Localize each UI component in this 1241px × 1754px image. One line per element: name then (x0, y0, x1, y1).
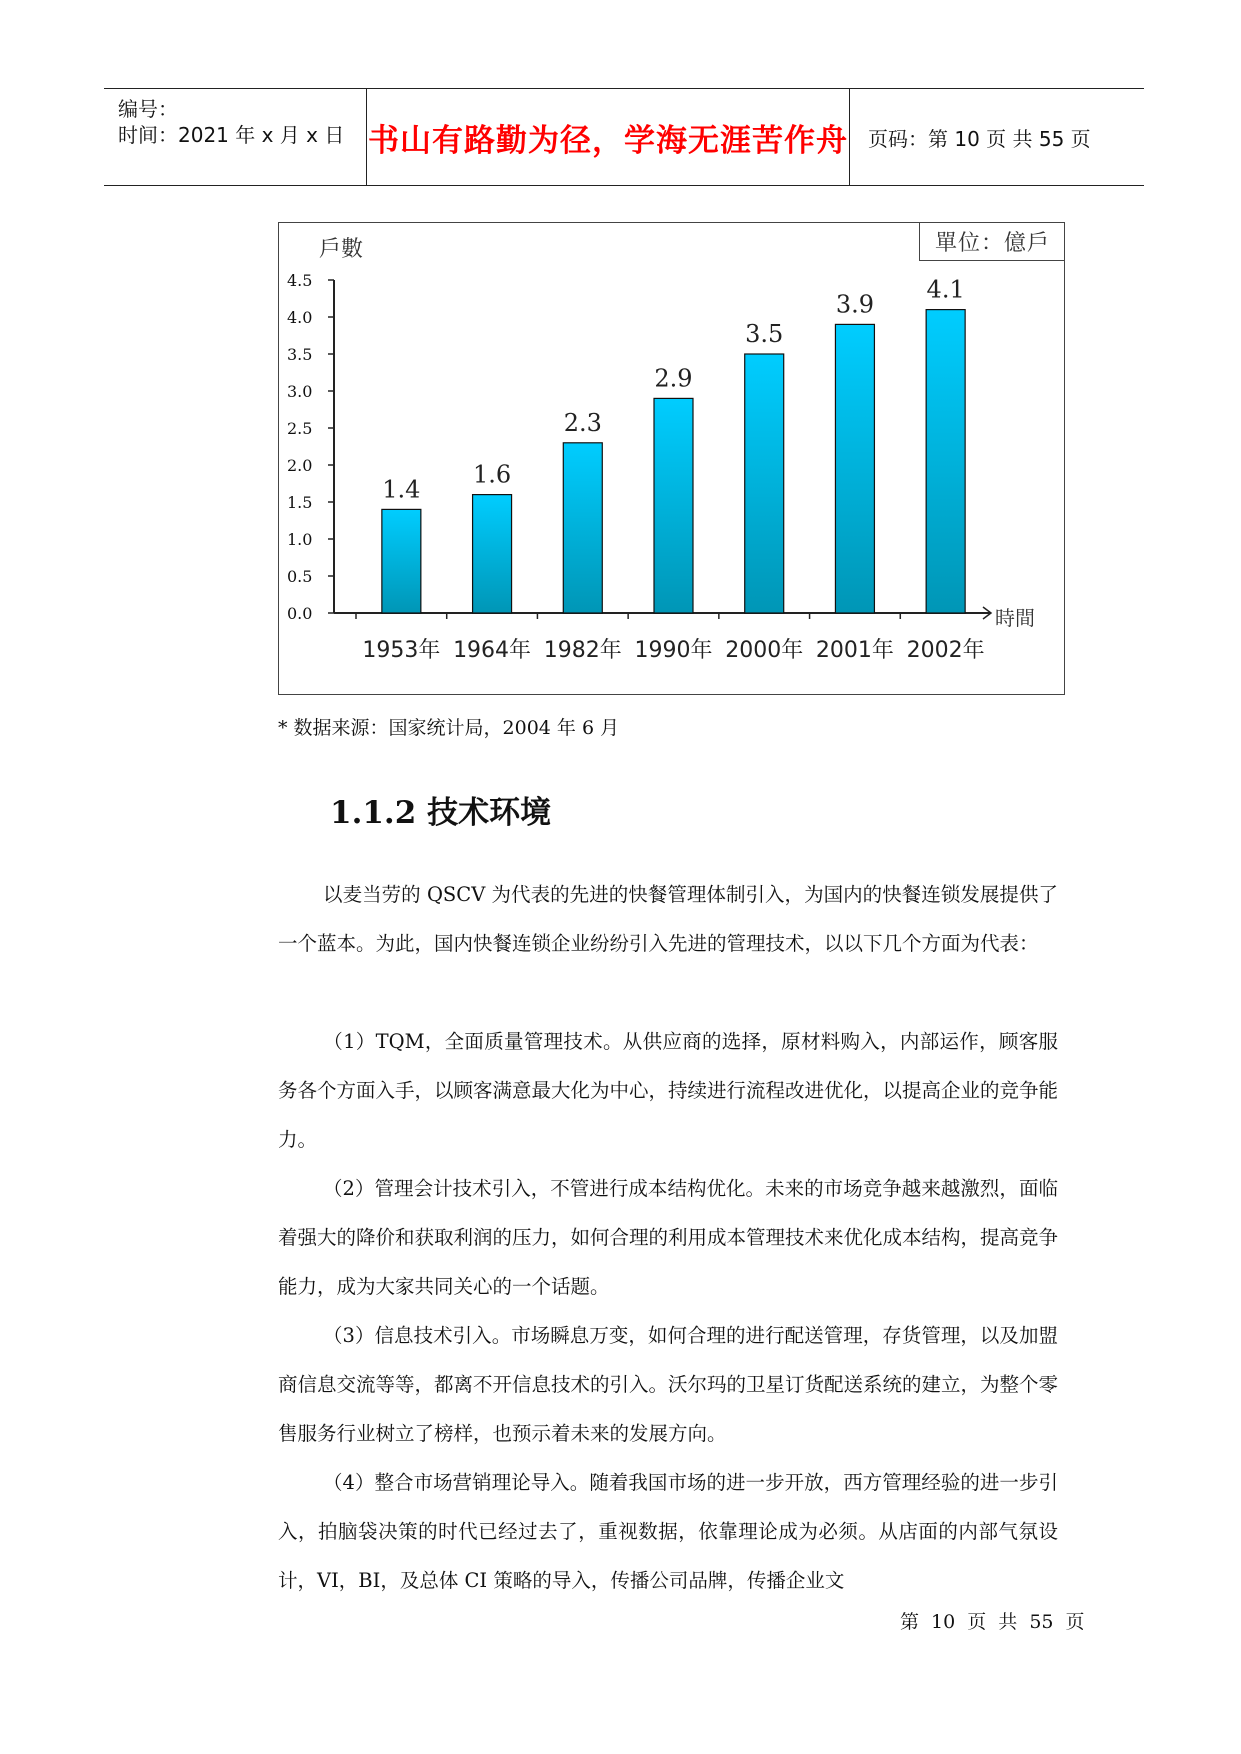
bar-data-label: 3.5 (745, 320, 784, 348)
header-meta-cell (104, 89, 367, 185)
bar (745, 354, 784, 613)
y-tick-label: 0.0 (287, 604, 313, 623)
x-tick-label: 2000年 (725, 638, 804, 663)
section-title: 1.1.2 技术环境 (330, 795, 552, 831)
y-tick-label: 4.0 (287, 308, 313, 327)
paragraph: （2）管理会计技术引入，不管进行成本结构优化。未来的市场竞争越来越激烈，面临着强大的降价和获取利润的压力，如何合理的利用成本管理技术来优化成本结构，提高竞争能力，成为大家共同关心的一个话题。 (278, 1177, 1059, 1298)
bar (473, 495, 512, 613)
y-tick-label: 2.5 (287, 419, 313, 438)
y-tick-label: 4.5 (287, 271, 313, 290)
y-tick-label: 3.0 (287, 382, 313, 401)
x-tick-label: 1990年 (634, 638, 713, 663)
bar-data-label: 2.3 (563, 408, 602, 437)
header-page-info-cell (850, 89, 1144, 185)
bar-data-label: 1.6 (472, 460, 512, 489)
document-header (104, 88, 1144, 186)
paragraph: （3）信息技术引入。市场瞬息万变，如何合理的进行配送管理，存货管理，以及加盟商信息交流等等，都离不开信息技术的引入。沃尔玛的卫星订货配送系统的建立，为整个零售服务行业树立了榜样，也预示着未来的发展方向。 (278, 1324, 1059, 1445)
bar (382, 509, 421, 613)
x-tick-label: 2002年 (906, 638, 985, 663)
chart-unit-label: 單位：億戶 (919, 222, 1065, 261)
page-footer: 第 10 页 共 55 页 (900, 1611, 1085, 1633)
bar-chart (278, 222, 1065, 695)
x-tick-label: 2001年 (815, 638, 894, 663)
y-tick-label: 2.0 (287, 456, 313, 475)
bar (654, 398, 693, 613)
y-tick-label: 0.5 (287, 567, 313, 586)
data-source-note: * 数据来源：国家统计局，2004 年 6 月 (278, 717, 620, 739)
y-tick-label: 1.0 (287, 530, 313, 549)
x-axis-title: 時間 (995, 606, 1035, 630)
bar-data-label: 1.4 (382, 475, 421, 504)
y-axis-title: 戶數 (319, 237, 364, 262)
paragraph: 以麦当劳的 QSCV 为代表的先进的快餐管理体制引入，为国内的快餐连锁发展提供了一个蓝本。为此，国内快餐连锁企业纷纷引入先进的管理技术，以以下几个方面为代表： (278, 883, 1058, 955)
y-tick-label: 1.5 (287, 493, 313, 512)
bar (926, 310, 965, 613)
bar (563, 443, 602, 613)
bar-data-label: 4.1 (926, 275, 965, 304)
header-page-info: 页码：第 10 页 共 55 页 (868, 126, 1091, 151)
paragraph: （4）整合市场营销理论导入。随着我国市场的进一步开放，西方管理经验的进一步引入，拍脑袋决策的时代已经过去了，重视数据，依靠理论成为必须。从店面的内部气氛设计，VI，BI，及总体 CI 策略的导入，传播公司品牌，传播企业文 (278, 1471, 1058, 1592)
bar (835, 324, 874, 613)
time-label: 时间：2021 年 x 月 x 日 (118, 123, 345, 147)
chart-svg (279, 223, 1064, 694)
x-tick-label: 1964年 (453, 638, 532, 663)
bar-data-label: 3.9 (835, 290, 875, 319)
x-tick-label: 1953年 (362, 638, 441, 663)
header-motto: 书山有路勤为径，学海无涯苦作舟 (367, 89, 850, 185)
paragraph: （1）TQM，全面质量管理技术。从供应商的选择，原材料购入，内部运作，顾客服务各个方面入手，以顾客满意最大化为中心，持续进行流程改进优化，以提高企业的竞争能力。 (278, 1030, 1059, 1151)
x-tick-label: 1982年 (543, 638, 622, 663)
number-label: 编号： (118, 97, 178, 121)
y-tick-label: 3.5 (287, 345, 313, 364)
bar-data-label: 2.9 (654, 364, 693, 393)
